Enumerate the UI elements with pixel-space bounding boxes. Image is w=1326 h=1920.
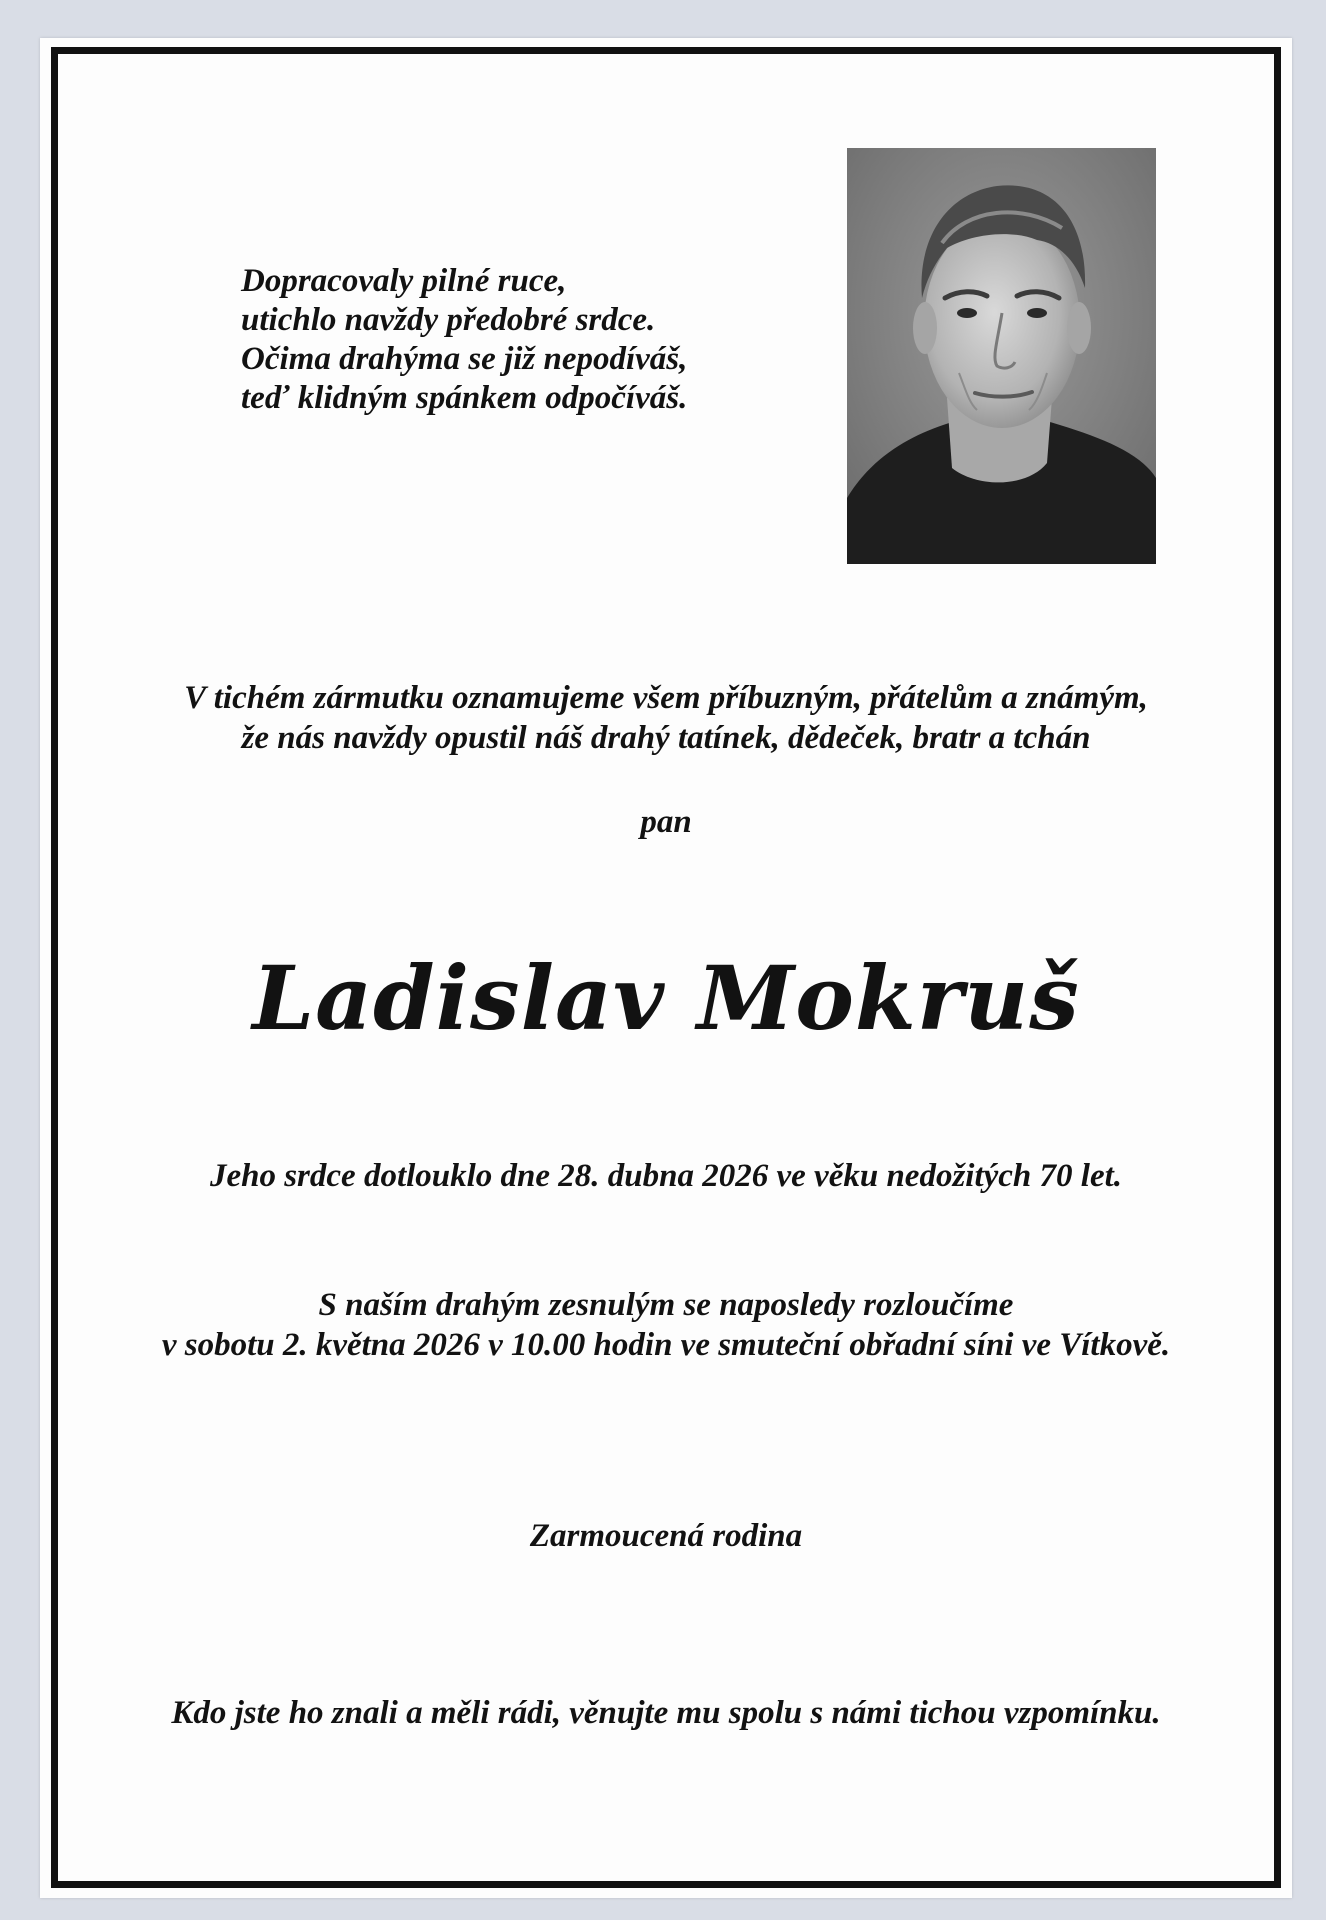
poem-line: Dopracovaly pilné ruce, xyxy=(241,263,567,299)
farewell-line: S naším drahým zesnulým se naposledy rozloučíme xyxy=(318,1287,1014,1323)
poem-line: Očima drahýma se již nepodíváš, xyxy=(241,341,688,377)
announcement xyxy=(51,678,1281,758)
portrait-photo xyxy=(847,148,1156,564)
farewell-details xyxy=(51,1285,1281,1365)
announcement-line: V tichém zármutku oznamujeme všem příbuzným, přátelům a známým, xyxy=(184,680,1148,716)
deceased-name: Ladislav Mokruš xyxy=(252,946,1080,1050)
death-notice: Jeho srdce dotlouklo dne 28. dubna 2026 ve věku nedožitých 70 let. xyxy=(209,1158,1123,1194)
honorific: pan xyxy=(640,804,692,840)
closing-message: Kdo jste ho znali a měli rádi, věnujte mu spolu s námi tichou vzpomínku. xyxy=(171,1695,1161,1731)
poem-line: utichlo navždy předobré srdce. xyxy=(241,302,656,338)
farewell-line: v sobotu 2. května 2026 v 10.00 hodin ve smuteční obřadní síni ve Vítkově. xyxy=(161,1327,1171,1363)
poem-line: teď klidným spánkem odpočíváš. xyxy=(241,380,688,416)
memorial-poem xyxy=(241,262,687,418)
announcement-line: že nás navždy opustil náš drahý tatínek, dědeček, bratr a tchán xyxy=(241,720,1091,756)
family-signature: Zarmoucená rodina xyxy=(529,1518,803,1554)
